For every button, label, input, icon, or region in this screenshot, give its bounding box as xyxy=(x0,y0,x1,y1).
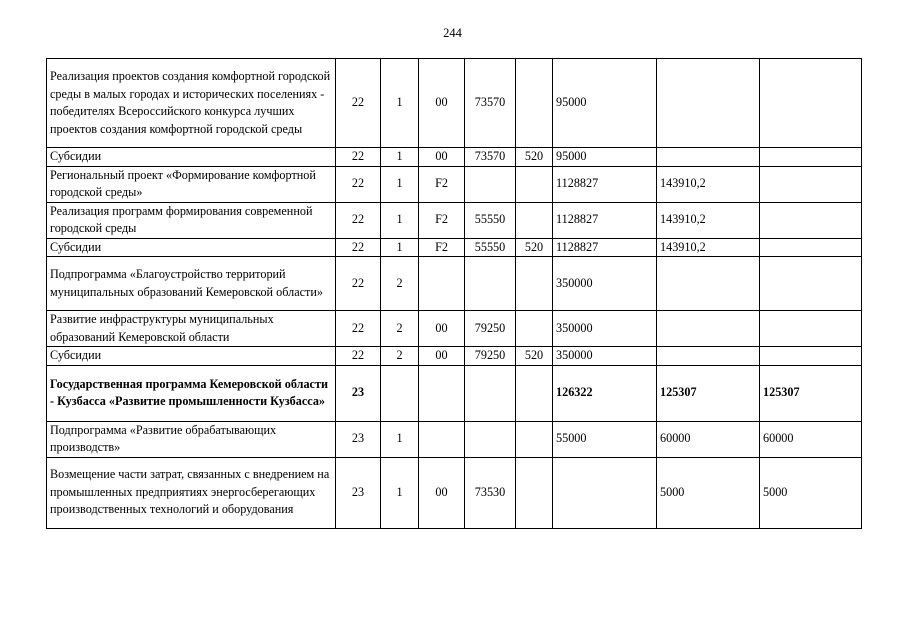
cell-subprogram: 2 xyxy=(381,257,419,311)
table-row xyxy=(47,166,862,202)
cell-subprogram: 2 xyxy=(381,347,419,366)
table-row xyxy=(47,257,862,311)
cell-amount-year-2: 5000 xyxy=(657,457,760,528)
cell-amount-year-2 xyxy=(657,311,760,347)
cell-amount-year-2: 60000 xyxy=(657,421,760,457)
cell-amount-year-1: 1128827 xyxy=(553,202,657,238)
cell-main-activity: 00 xyxy=(419,347,465,366)
cell-main-activity xyxy=(419,257,465,311)
cell-program: 22 xyxy=(336,202,381,238)
cell-amount-year-1: 350000 xyxy=(553,311,657,347)
cell-direction: 73570 xyxy=(465,59,516,148)
cell-amount-year-3 xyxy=(760,166,862,202)
cell-name: Субсидии xyxy=(47,148,336,167)
cell-name: Субсидии xyxy=(47,238,336,257)
cell-amount-year-2 xyxy=(657,59,760,148)
cell-direction xyxy=(465,166,516,202)
cell-amount-year-2 xyxy=(657,257,760,311)
cell-amount-year-1: 126322 xyxy=(553,365,657,421)
cell-program: 23 xyxy=(336,457,381,528)
cell-direction: 79250 xyxy=(465,347,516,366)
cell-expense-type xyxy=(516,257,553,311)
cell-name: Развитие инфраструктуры муниципальных образований Кемеровской области xyxy=(47,311,336,347)
table-row xyxy=(47,421,862,457)
cell-expense-type xyxy=(516,311,553,347)
table-row xyxy=(47,365,862,421)
cell-name: Субсидии xyxy=(47,347,336,366)
table-row xyxy=(47,238,862,257)
cell-amount-year-1: 350000 xyxy=(553,257,657,311)
cell-subprogram: 2 xyxy=(381,311,419,347)
cell-expense-type: 520 xyxy=(516,148,553,167)
cell-amount-year-3 xyxy=(760,257,862,311)
cell-program: 22 xyxy=(336,257,381,311)
cell-expense-type xyxy=(516,457,553,528)
cell-amount-year-3 xyxy=(760,311,862,347)
cell-program: 22 xyxy=(336,311,381,347)
cell-subprogram: 1 xyxy=(381,148,419,167)
cell-program: 22 xyxy=(336,148,381,167)
cell-amount-year-2: 143910,2 xyxy=(657,238,760,257)
cell-amount-year-3 xyxy=(760,347,862,366)
cell-name: Подпрограмма «Благоустройство территорий муниципальных образований Кемеровской области» xyxy=(47,257,336,311)
cell-amount-year-1 xyxy=(553,457,657,528)
page-number: 244 xyxy=(443,26,462,40)
cell-expense-type: 520 xyxy=(516,238,553,257)
table-row xyxy=(47,347,862,366)
table-row xyxy=(47,59,862,148)
cell-amount-year-1: 350000 xyxy=(553,347,657,366)
cell-main-activity: 00 xyxy=(419,311,465,347)
cell-amount-year-3 xyxy=(760,59,862,148)
cell-expense-type xyxy=(516,59,553,148)
cell-name: Возмещение части затрат, связанных с внедрением на промышленных предприятиях энергосберегающих производственных технологий и оборудования xyxy=(47,457,336,528)
cell-main-activity: 00 xyxy=(419,59,465,148)
cell-expense-type xyxy=(516,421,553,457)
cell-amount-year-3 xyxy=(760,238,862,257)
table-row xyxy=(47,148,862,167)
cell-direction: 73570 xyxy=(465,148,516,167)
table-row xyxy=(47,457,862,528)
cell-expense-type xyxy=(516,365,553,421)
cell-subprogram xyxy=(381,365,419,421)
cell-expense-type xyxy=(516,202,553,238)
cell-amount-year-1: 1128827 xyxy=(553,238,657,257)
table-row xyxy=(47,311,862,347)
cell-main-activity: F2 xyxy=(419,202,465,238)
cell-subprogram: 1 xyxy=(381,238,419,257)
cell-amount-year-3: 60000 xyxy=(760,421,862,457)
cell-main-activity: F2 xyxy=(419,238,465,257)
cell-program: 22 xyxy=(336,59,381,148)
cell-direction: 73530 xyxy=(465,457,516,528)
cell-amount-year-3: 5000 xyxy=(760,457,862,528)
cell-subprogram: 1 xyxy=(381,457,419,528)
cell-direction: 55550 xyxy=(465,202,516,238)
cell-program: 22 xyxy=(336,166,381,202)
cell-amount-year-3 xyxy=(760,202,862,238)
cell-main-activity xyxy=(419,421,465,457)
cell-main-activity xyxy=(419,365,465,421)
cell-subprogram: 1 xyxy=(381,59,419,148)
cell-subprogram: 1 xyxy=(381,202,419,238)
cell-amount-year-2: 125307 xyxy=(657,365,760,421)
cell-program: 23 xyxy=(336,365,381,421)
cell-amount-year-1: 1128827 xyxy=(553,166,657,202)
cell-program: 22 xyxy=(336,347,381,366)
cell-amount-year-3: 125307 xyxy=(760,365,862,421)
cell-amount-year-3 xyxy=(760,148,862,167)
cell-subprogram: 1 xyxy=(381,166,419,202)
cell-expense-type: 520 xyxy=(516,347,553,366)
cell-main-activity: 00 xyxy=(419,457,465,528)
cell-amount-year-2 xyxy=(657,148,760,167)
cell-direction xyxy=(465,421,516,457)
cell-main-activity: 00 xyxy=(419,148,465,167)
cell-name: Реализация программ формирования современной городской среды xyxy=(47,202,336,238)
cell-direction: 55550 xyxy=(465,238,516,257)
cell-main-activity: F2 xyxy=(419,166,465,202)
cell-program: 23 xyxy=(336,421,381,457)
cell-direction xyxy=(465,257,516,311)
budget-table xyxy=(46,58,862,529)
cell-name: Подпрограмма «Развитие обрабатывающих производств» xyxy=(47,421,336,457)
cell-subprogram: 1 xyxy=(381,421,419,457)
cell-amount-year-2: 143910,2 xyxy=(657,166,760,202)
cell-amount-year-2: 143910,2 xyxy=(657,202,760,238)
cell-amount-year-2 xyxy=(657,347,760,366)
table-row xyxy=(47,202,862,238)
cell-amount-year-1: 95000 xyxy=(553,59,657,148)
cell-direction xyxy=(465,365,516,421)
cell-name: Реализация проектов создания комфортной городской среды в малых городах и исторических поселениях - победителях Всероссийского конкурса лучших проектов создания комфортной городской среды xyxy=(47,59,336,148)
cell-direction: 79250 xyxy=(465,311,516,347)
cell-name: Региональный проект «Формирование комфортной городской среды» xyxy=(47,166,336,202)
cell-amount-year-1: 55000 xyxy=(553,421,657,457)
cell-program: 22 xyxy=(336,238,381,257)
cell-name: Государственная программа Кемеровской области - Кузбасса «Развитие промышленности Кузбасса» xyxy=(47,365,336,421)
cell-expense-type xyxy=(516,166,553,202)
cell-amount-year-1: 95000 xyxy=(553,148,657,167)
